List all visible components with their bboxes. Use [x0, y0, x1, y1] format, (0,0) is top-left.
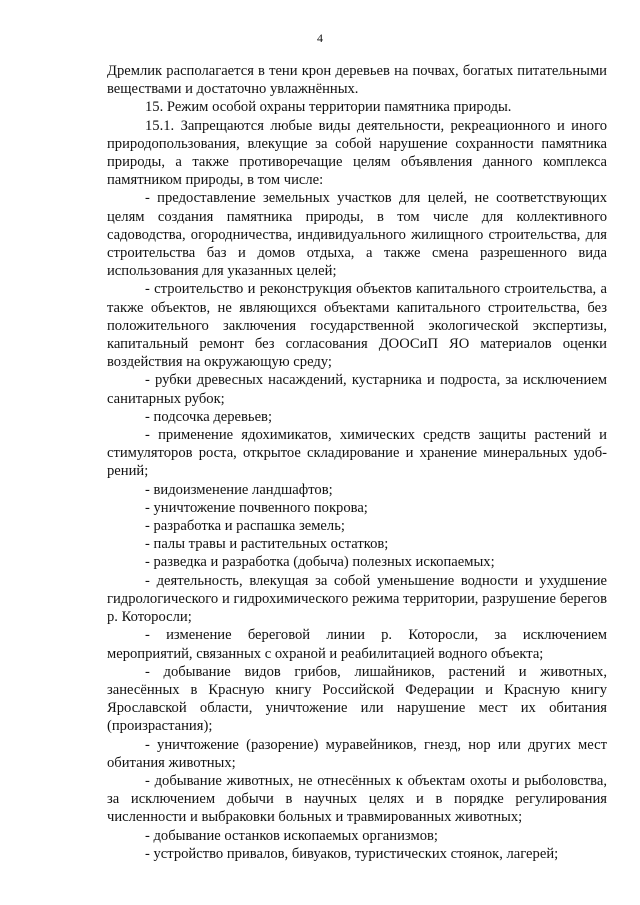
list-item-habitats: - уничтожение (разорение) муравейников, гнезд, нор или других мест обитания животных; [107, 736, 607, 771]
list-item-fossils: - добывание останков ископаемых организмов; [145, 827, 438, 844]
list-item-tree-felling: - рубки древесных насаждений, кустарника и подроста, за исключением санитарных рубок; [107, 372, 607, 407]
clause-15-1: 15.1. Запрещаются любые виды деятельности, рекреационного и иного природопользования, влекущие за собой нарушение сохранности памятника природы, а также противоречащие целям объявления данного комплекса памятником природы, в том числе: [107, 117, 607, 189]
list-item-shoreline: - изменение береговой линии р. Которосли, за исключением мероприятий, связанных с охраной и реабилитацией водного объекта; [107, 627, 607, 662]
list-item-camping: - устройство привалов, бивуаков, туристических стоянок, лагерей; [145, 845, 559, 862]
page-number: 4 [317, 31, 323, 45]
list-item-construction: - строительство и реконструкция объектов капитального строительства, а также объектов, не являющихся объектами капитального строительства, без положительного заключения государственной экологической экспертизы, капитальный ремонт без согласования ДООСиП ЯО материалов оценки воздействия на окружающую среду; [107, 281, 607, 371]
list-item-tapping: - подсочка деревьев; [145, 408, 272, 425]
list-item-animals: - добывание животных, не отнесённых к объектам охоты и рыболовства, за исключением добычи в научных целях и в порядке регулирования численности и выбраковки больных и травмированных животных; [107, 772, 607, 826]
list-item-land-allocation: - предоставление земельных участков для целей, не соответствующих целям создания памятника природы, в том числе для коллективного садоводства, огородничества, индивидуального жилищного строительства, для строительства баз и домов отдыха, а также смена разрешенного вида использования для указанных целей; [107, 190, 607, 280]
paragraph-continuation: Дремлик располагается в тени крон деревьев на почвах, богатых питательными веществами и достаточно увлажнённых. [107, 63, 607, 98]
list-item-water-regime: - деятельность, влекущая за собой уменьшение водности и ухудшение гидрологического и гидрохимического режима территории, разрушение берегов р. Которосли; [107, 572, 607, 626]
list-item-burning: - палы травы и растительных остатков; [145, 536, 389, 553]
list-item-mining: - разведка и разработка (добыча) полезных ископаемых; [145, 554, 495, 571]
list-item-landscape: - видоизменение ландшафтов; [145, 481, 333, 498]
list-item-soil: - уничтожение почвенного покрова; [145, 499, 368, 516]
list-item-red-book: - добывание видов грибов, лишайников, растений и животных, занесённых в Красную книгу Российской Федерации и Красную книгу Ярославской области, уничтожение или нарушение мест их обитания (произрастания); [107, 663, 607, 735]
section-heading-15: 15. Режим особой охраны территории памятника природы. [145, 99, 512, 116]
list-item-chemicals: - применение ядохимикатов, химических средств защиты растений и стимуляторов роста, открытое складирование и хранение минеральных удобрений; [107, 427, 607, 480]
list-item-ploughing: - разработка и распашка земель; [145, 518, 345, 535]
document-body [107, 62, 607, 863]
